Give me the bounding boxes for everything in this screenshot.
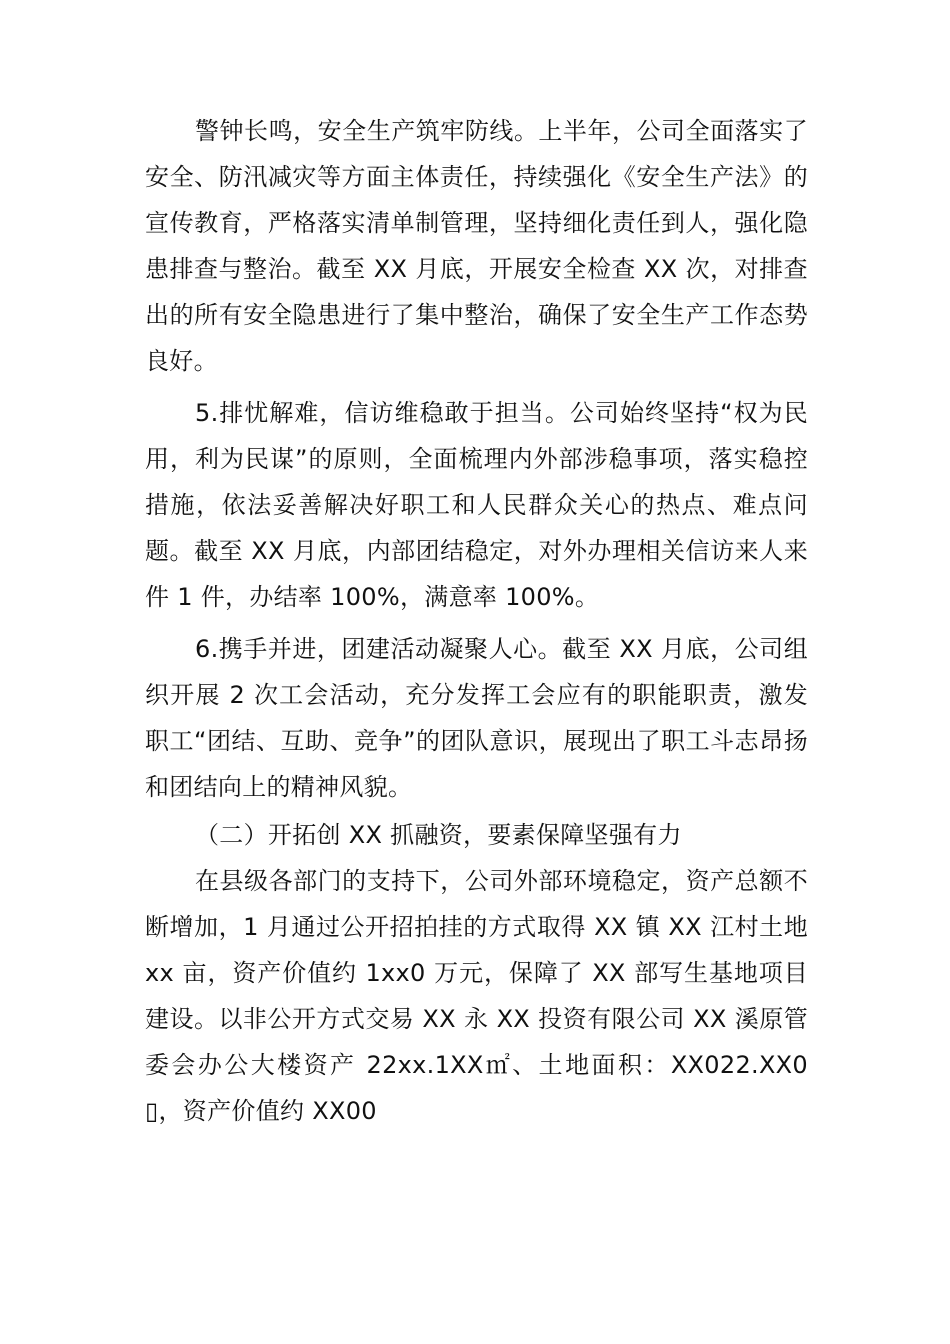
paragraph-financing: 在县级各部门的支持下，公司外部环境稳定，资产总额不断增加，1 月通过公开招拍挂的方式取得 XX 镇 XX 江村土地 xx 亩，资产价值约 1xx0 万元，保障了 XX 部写生基地项目建设。以非公开方式交易 XX 永 XX 投资有限公司 XX 溪原管委会办公大楼资产 22xx.1XX㎡、土地面积：XX022.XX0▯，资产价值约 XX00 (145, 867, 808, 1125)
paragraph-petition-stability: 5.排忧解难，信访维稳敢于担当。公司始终坚持“权为民用，利为民谋”的原则，全面梳理内外部涉稳事项，落实稳控措施，依法妥善解决好职工和人民群众关心的热点、难点问题。截至 XX 月底，内部团结稳定，对外办理相关信访来人来件 1 件，办结率 100%，满意率 100%。 (145, 399, 808, 611)
section-heading: （二）开拓创 XX 抓融资，要素保障坚强有力 (195, 821, 682, 849)
paragraph-team-building: 6.携手并进，团建活动凝聚人心。截至 XX 月底，公司组织开展 2 次工会活动，充分发挥工会应有的职能职责，激发职工“团结、互助、竞争”的团队意识，展现出了职工斗志昂扬和团结向上的精神风貌。 (145, 635, 808, 801)
paragraph-safety-production: 警钟长鸣，安全生产筑牢防线。上半年，公司全面落实了安全、防汛减灾等方面主体责任，持续强化《安全生产法》的宣传教育，严格落实清单制管理，坚持细化责任到人，强化隐患排查与整治。截至 XX 月底，开展安全检查 XX 次，对排查出的所有安全隐患进行了集中整治，确保了安全生产工作态势良好。 (145, 117, 808, 375)
document-body (145, 108, 808, 1134)
